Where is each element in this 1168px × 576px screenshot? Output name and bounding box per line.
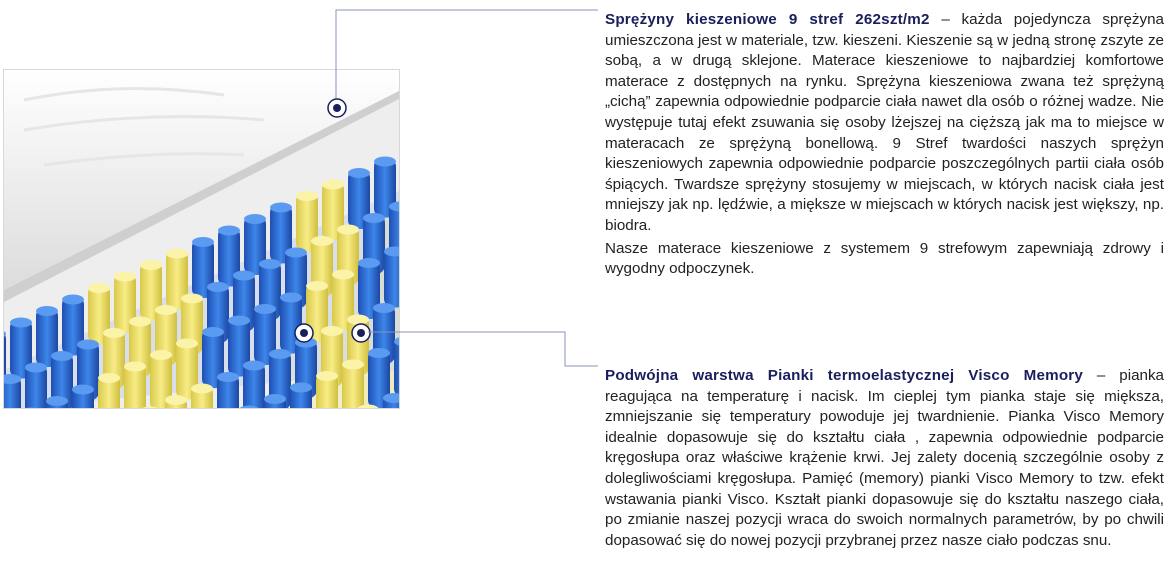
spring-top — [270, 203, 292, 213]
spring-top — [218, 226, 240, 236]
spring-top — [129, 317, 151, 327]
spring-top — [269, 349, 291, 359]
spring-top — [321, 326, 343, 336]
spring-top — [103, 328, 125, 338]
spring-top — [254, 304, 276, 314]
spring-top — [72, 385, 94, 395]
spring-top — [165, 395, 187, 405]
springs-paragraph-2: Nasze materace kieszeniowe z systemem 9 strefowym zapewniają zdrowy i wygodny odpoczynek. — [605, 239, 1164, 278]
spring-top — [285, 248, 307, 258]
spring-top — [150, 350, 172, 360]
spring-top — [124, 362, 146, 372]
springs-paragraph — [605, 10, 1164, 237]
spring-blue — [384, 248, 400, 308]
spring-top — [77, 340, 99, 350]
spring-top — [207, 282, 229, 292]
foam-description — [605, 366, 1164, 553]
spring-top — [36, 306, 58, 316]
spring-blue — [399, 293, 400, 353]
spring-top — [98, 373, 120, 383]
spring-top — [290, 383, 312, 393]
spring-top — [202, 327, 224, 337]
spring-top — [192, 237, 214, 247]
spring-top — [373, 303, 395, 313]
spring-top — [233, 271, 255, 281]
spring-top — [243, 361, 265, 371]
spring-top — [191, 384, 213, 394]
spring-top — [88, 283, 110, 293]
spring-top — [181, 294, 203, 304]
spring-top — [62, 295, 84, 305]
foam-paragraph — [605, 366, 1164, 551]
spring-top — [306, 281, 328, 291]
spring-top — [46, 396, 68, 406]
spring-top — [114, 272, 136, 282]
spring-top — [368, 348, 390, 358]
spring-top — [347, 315, 369, 325]
marker-foam-left — [295, 324, 313, 342]
spring-top — [348, 168, 370, 178]
marker-foam-right — [352, 324, 370, 342]
spring-top — [358, 258, 380, 268]
spring-top — [280, 293, 302, 303]
spring-top — [176, 339, 198, 349]
spring-top — [166, 249, 188, 259]
spring-top — [316, 371, 338, 381]
spring-top — [217, 372, 239, 382]
spring-top — [399, 292, 400, 302]
spring-top — [140, 260, 162, 270]
foam-body: – pianka reagująca na temperaturę i nacisk. Im cieplej tym pianka staje się miększa, zmniejszanie się temperatury powoduje jej twardnienie. Pianka Visco Memory idealnie dopasowuje się do kształtu ciała , zapewnia odpowiednie podparcie kręgosłupa oraz właściwe krążenie krwi. Jej zalety docenią szczególnie osoby z dolegliwościami kręgosłupa. Pamięć (memory) pianki Visco Memory to tzw. efekt wstawania pianki Visco. Kształt pianki dopasowuje się do kształtu naszego ciała, po zmianie naszej pozycji wraca do swoich normalnych parametrów, by po chwili dopasować się do nowej pozycji przybranej przez nasze ciało podczas snu. — [605, 367, 1164, 549]
spring-top — [10, 318, 32, 328]
spring-top — [155, 305, 177, 315]
spring-top — [296, 191, 318, 201]
spring-top — [244, 214, 266, 224]
spring-top — [374, 157, 396, 167]
springs-body: – każda pojedyncza sprężyna umieszczona jest w materiale, tzw. kieszeni. Kieszenie są w jedną stronę zszyte ze sobą, a w drugą sklejone. Materace kieszeniowe to najbardziej komfortowe materace z dostępnych na rynku. Sprężyna kieszeniowa zwana też sprężyną „cichą” zapewnia odpowiednie podparcie ciała nawet dla osób o różnej wadze. Nie występuje tutaj efekt zsuwania się osoby lżejszej na cięższą jak ma to miejsce w materacach ze sprężyną bonellową. 9 Stref twardości naszych sprężyn kieszeniowych zapewnia odpowiednie podparcie poszczególnych partii ciała osób śpiących. Twardsze sprężyny stosujemy w miejscach, w których nacisk ciała jest mniejszy jak np. lędźwie, a miększe w miejscach w których nacisk jest większy, np. biodra. — [605, 11, 1164, 234]
spring-blue — [394, 338, 400, 398]
spring-top — [51, 351, 73, 361]
leader-line-foam — [368, 332, 598, 366]
mattress-cross-section-image — [3, 69, 400, 409]
spring-top — [322, 180, 344, 190]
springs-description — [605, 10, 1164, 282]
springs-heading: Sprężyny kieszeniowe 9 stref 262szt/m2 — [605, 11, 930, 28]
spring-top — [259, 259, 281, 269]
mattress-illustration — [4, 70, 400, 409]
spring-top — [342, 360, 364, 370]
spring-blue — [20, 409, 42, 410]
spring-top — [332, 270, 354, 280]
spring-top — [363, 213, 385, 223]
marker-springs — [328, 99, 346, 117]
spring-top — [228, 316, 250, 326]
spring-top — [264, 394, 286, 404]
foam-heading: Podwójna warstwa Pianki termoelastycznej Visco Memory — [605, 367, 1084, 384]
spring-top — [25, 363, 47, 373]
spring-top — [311, 236, 333, 246]
spring-top — [337, 225, 359, 235]
